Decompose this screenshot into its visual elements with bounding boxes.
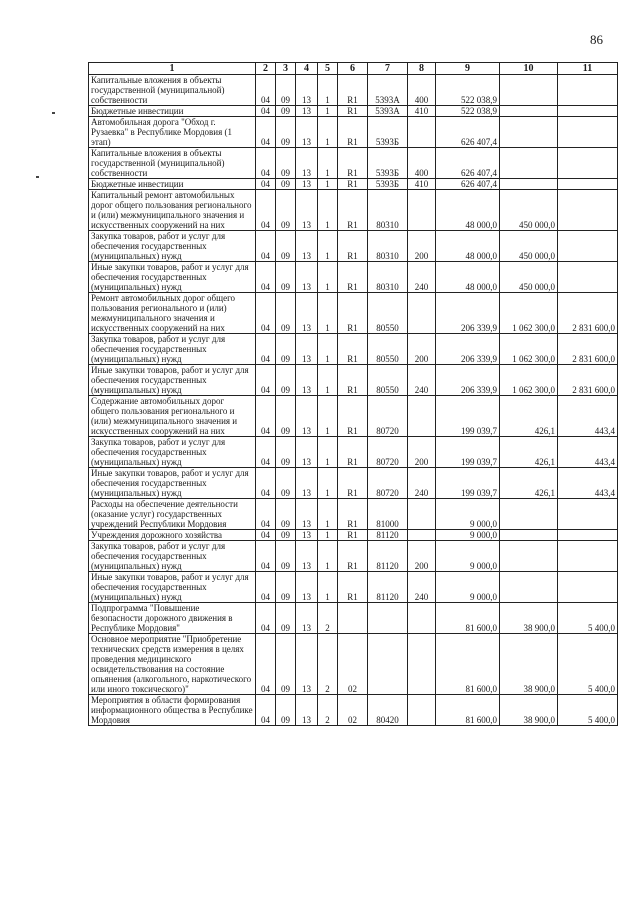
section-code-cell: 04 [256,572,276,603]
program-code-cell: 13 [296,365,318,396]
expense-type-code-cell: 200 [408,334,436,365]
section-code-cell: 04 [256,190,276,231]
amount-col10-cell [500,179,558,190]
main-activity-code-cell: R1 [338,148,368,179]
amount-col9-cell: 626 407,4 [436,179,500,190]
expense-type-code-cell [408,634,436,695]
amount-col9-cell: 9 000,0 [436,530,500,541]
expense-type-code-cell [408,117,436,148]
main-activity-code-cell [338,603,368,634]
expense-direction-code-cell: 80550 [368,334,408,365]
expense-direction-code-cell: 5393А [368,75,408,106]
amount-col9-cell: 48 000,0 [436,231,500,262]
amount-col9-cell: 9 000,0 [436,572,500,603]
program-code-cell: 13 [296,262,318,293]
program-code-cell: 13 [296,396,318,437]
column-header: 7 [368,63,408,75]
row-name-cell: Содержание автомобильных дорог общего пользования регионального и (или) межмуниципального значения и искусственных сооружений на них [89,396,256,437]
expense-direction-code-cell: 80310 [368,231,408,262]
column-header: 5 [318,63,338,75]
subsection-code-cell: 09 [276,231,296,262]
program-code-cell: 13 [296,75,318,106]
amount-col10-cell: 450 000,0 [500,231,558,262]
subsection-code-cell: 09 [276,437,296,468]
expense-type-code-cell: 400 [408,148,436,179]
expense-type-code-cell: 240 [408,365,436,396]
amount-col9-cell: 48 000,0 [436,262,500,293]
amount-col11-cell: 2 831 600,0 [558,365,618,396]
amount-col10-cell [500,541,558,572]
main-activity-code-cell: R1 [338,541,368,572]
subsection-code-cell: 09 [276,117,296,148]
table-row [89,530,618,541]
column-header: 1 [89,63,256,75]
subprogram-code-cell: 2 [318,695,338,726]
column-header: 3 [276,63,296,75]
row-name-cell: Основное мероприятие "Приобретение технических средств измерения в целях проведения медицинского освидетельствования на состояние опьянения (алкогольного, наркотического или иного токсического)" [89,634,256,695]
main-activity-code-cell: R1 [338,293,368,334]
expense-type-code-cell [408,190,436,231]
amount-col9-cell: 626 407,4 [436,148,500,179]
program-code-cell: 13 [296,334,318,365]
amount-col9-cell: 199 039,7 [436,437,500,468]
amount-col10-cell: 450 000,0 [500,190,558,231]
subprogram-code-cell: 2 [318,603,338,634]
main-activity-code-cell: R1 [338,106,368,117]
table-header-row [89,63,618,75]
section-code-cell: 04 [256,499,276,530]
row-name-cell: Ремонт автомобильных дорог общего пользования регионального и (или) межмуниципального значения и искусственных сооружений на них [89,293,256,334]
subprogram-code-cell: 1 [318,334,338,365]
main-activity-code-cell: R1 [338,468,368,499]
expense-direction-code-cell: 80550 [368,365,408,396]
program-code-cell: 13 [296,179,318,190]
amount-col11-cell: 443,4 [558,437,618,468]
program-code-cell: 13 [296,117,318,148]
row-name-cell: Учреждения дорожного хозяйства [89,530,256,541]
amount-col11-cell: 443,4 [558,396,618,437]
subsection-code-cell: 09 [276,634,296,695]
subsection-code-cell: 09 [276,468,296,499]
expense-type-code-cell: 410 [408,106,436,117]
amount-col11-cell [558,106,618,117]
amount-col10-cell [500,530,558,541]
main-activity-code-cell: R1 [338,396,368,437]
subsection-code-cell: 09 [276,106,296,117]
subprogram-code-cell: 1 [318,179,338,190]
amount-col9-cell: 199 039,7 [436,396,500,437]
amount-col11-cell [558,117,618,148]
main-activity-code-cell: R1 [338,179,368,190]
table-row [89,262,618,293]
expense-type-code-cell: 200 [408,231,436,262]
section-code-cell: 04 [256,437,276,468]
amount-col11-cell [558,179,618,190]
program-code-cell: 13 [296,541,318,572]
amount-col9-cell: 81 600,0 [436,695,500,726]
subprogram-code-cell: 1 [318,437,338,468]
subsection-code-cell: 09 [276,293,296,334]
table-row [89,499,618,530]
amount-col10-cell [500,75,558,106]
subsection-code-cell: 09 [276,396,296,437]
table-row [89,396,618,437]
expense-type-code-cell: 400 [408,75,436,106]
subsection-code-cell: 09 [276,365,296,396]
expense-direction-code-cell: 80720 [368,437,408,468]
amount-col11-cell: 5 400,0 [558,695,618,726]
main-activity-code-cell: R1 [338,437,368,468]
amount-col9-cell: 206 339,9 [436,334,500,365]
row-name-cell: Автомобильная дорога "Обход г. Рузаевка" в Республике Мордовия (1 этап) [89,117,256,148]
expense-direction-code-cell: 80310 [368,190,408,231]
section-code-cell: 04 [256,396,276,437]
section-code-cell: 04 [256,179,276,190]
section-code-cell: 04 [256,262,276,293]
amount-col11-cell [558,530,618,541]
subprogram-code-cell: 1 [318,262,338,293]
expense-type-code-cell [408,530,436,541]
table-row [89,179,618,190]
row-name-cell: Бюджетные инвестиции [89,179,256,190]
column-header: 9 [436,63,500,75]
amount-col9-cell: 522 038,9 [436,75,500,106]
table-row [89,468,618,499]
column-header: 4 [296,63,318,75]
expense-direction-code-cell: 5393Б [368,148,408,179]
table-row [89,572,618,603]
amount-col10-cell [500,148,558,179]
column-header: 6 [338,63,368,75]
scan-speck [52,112,55,114]
row-name-cell: Иные закупки товаров, работ и услуг для обеспечения государственных (муниципальных) нужд [89,365,256,396]
expense-type-code-cell [408,396,436,437]
program-code-cell: 13 [296,437,318,468]
row-name-cell: Капитальные вложения в объекты государственной (муниципальной) собственности [89,75,256,106]
amount-col10-cell: 38 900,0 [500,603,558,634]
section-code-cell: 04 [256,106,276,117]
table-row [89,634,618,695]
table-row [89,75,618,106]
section-code-cell: 04 [256,695,276,726]
amount-col11-cell: 2 831 600,0 [558,293,618,334]
amount-col9-cell: 9 000,0 [436,541,500,572]
row-name-cell: Мероприятия в области формирования информационного общества в Республике Мордовия [89,695,256,726]
section-code-cell: 04 [256,293,276,334]
row-name-cell: Бюджетные инвестиции [89,106,256,117]
amount-col11-cell: 5 400,0 [558,603,618,634]
expense-type-code-cell [408,499,436,530]
amount-col9-cell: 48 000,0 [436,190,500,231]
amount-col9-cell: 199 039,7 [436,468,500,499]
subsection-code-cell: 09 [276,75,296,106]
expense-type-code-cell: 200 [408,541,436,572]
expense-direction-code-cell: 80420 [368,695,408,726]
budget-table [88,62,618,726]
amount-col9-cell: 522 038,9 [436,106,500,117]
table-row [89,293,618,334]
amount-col11-cell [558,499,618,530]
section-code-cell: 04 [256,117,276,148]
subprogram-code-cell: 1 [318,541,338,572]
subsection-code-cell: 09 [276,530,296,541]
expense-direction-code-cell: 80310 [368,262,408,293]
row-name-cell: Расходы на обеспечение деятельности (оказание услуг) государственных учреждений Республики Мордовия [89,499,256,530]
amount-col11-cell [558,190,618,231]
program-code-cell: 13 [296,148,318,179]
expense-type-code-cell [408,695,436,726]
amount-col9-cell: 626 407,4 [436,117,500,148]
section-code-cell: 04 [256,231,276,262]
expense-type-code-cell: 240 [408,262,436,293]
amount-col11-cell [558,262,618,293]
amount-col11-cell: 2 831 600,0 [558,334,618,365]
row-name-cell: Иные закупки товаров, работ и услуг для обеспечения государственных (муниципальных) нужд [89,262,256,293]
subsection-code-cell: 09 [276,499,296,530]
column-header: 11 [558,63,618,75]
amount-col11-cell: 5 400,0 [558,634,618,695]
main-activity-code-cell: R1 [338,231,368,262]
main-activity-code-cell: 02 [338,695,368,726]
amount-col10-cell: 1 062 300,0 [500,293,558,334]
expense-type-code-cell: 240 [408,468,436,499]
subprogram-code-cell: 1 [318,365,338,396]
table-row [89,695,618,726]
table-row [89,190,618,231]
table-row [89,231,618,262]
subsection-code-cell: 09 [276,572,296,603]
expense-direction-code-cell: 80720 [368,468,408,499]
subprogram-code-cell: 1 [318,530,338,541]
section-code-cell: 04 [256,334,276,365]
program-code-cell: 13 [296,293,318,334]
amount-col9-cell: 81 600,0 [436,603,500,634]
expense-direction-code-cell [368,603,408,634]
row-name-cell: Иные закупки товаров, работ и услуг для обеспечения государственных (муниципальных) нужд [89,572,256,603]
amount-col10-cell: 450 000,0 [500,262,558,293]
expense-direction-code-cell: 5393Б [368,117,408,148]
expense-direction-code-cell: 80720 [368,396,408,437]
table-row [89,148,618,179]
row-name-cell: Закупка товаров, работ и услуг для обеспечения государственных (муниципальных) нужд [89,334,256,365]
main-activity-code-cell: R1 [338,572,368,603]
amount-col11-cell: 443,4 [558,468,618,499]
subsection-code-cell: 09 [276,334,296,365]
table-row [89,541,618,572]
amount-col11-cell [558,231,618,262]
program-code-cell: 13 [296,190,318,231]
section-code-cell: 04 [256,530,276,541]
expense-direction-code-cell: 5393А [368,106,408,117]
section-code-cell: 04 [256,75,276,106]
subprogram-code-cell: 1 [318,106,338,117]
amount-col10-cell: 426,1 [500,437,558,468]
expense-direction-code-cell: 81120 [368,530,408,541]
expense-direction-code-cell: 81120 [368,572,408,603]
row-name-cell: Капитальные вложения в объекты государственной (муниципальной) собственности [89,148,256,179]
expense-type-code-cell: 240 [408,572,436,603]
amount-col11-cell [558,541,618,572]
amount-col10-cell [500,106,558,117]
amount-col10-cell: 38 900,0 [500,695,558,726]
amount-col11-cell [558,75,618,106]
subprogram-code-cell: 1 [318,396,338,437]
subsection-code-cell: 09 [276,541,296,572]
subprogram-code-cell: 1 [318,148,338,179]
row-name-cell: Закупка товаров, работ и услуг для обеспечения государственных (муниципальных) нужд [89,231,256,262]
subprogram-code-cell: 1 [318,293,338,334]
subsection-code-cell: 09 [276,603,296,634]
expense-type-code-cell: 410 [408,179,436,190]
section-code-cell: 04 [256,148,276,179]
main-activity-code-cell: R1 [338,117,368,148]
expense-direction-code-cell: 80550 [368,293,408,334]
amount-col9-cell: 206 339,9 [436,293,500,334]
subsection-code-cell: 09 [276,695,296,726]
main-activity-code-cell: R1 [338,190,368,231]
page-number: 86 [590,32,603,47]
subprogram-code-cell: 1 [318,117,338,148]
table-row [89,437,618,468]
subprogram-code-cell: 2 [318,634,338,695]
amount-col11-cell [558,572,618,603]
column-header: 10 [500,63,558,75]
section-code-cell: 04 [256,365,276,396]
program-code-cell: 13 [296,499,318,530]
subprogram-code-cell: 1 [318,499,338,530]
subsection-code-cell: 09 [276,190,296,231]
program-code-cell: 13 [296,695,318,726]
program-code-cell: 13 [296,530,318,541]
program-code-cell: 13 [296,572,318,603]
table-row [89,334,618,365]
expense-type-code-cell [408,293,436,334]
scan-speck [36,176,39,178]
column-header: 8 [408,63,436,75]
section-code-cell: 04 [256,541,276,572]
subprogram-code-cell: 1 [318,468,338,499]
expense-type-code-cell: 200 [408,437,436,468]
amount-col10-cell: 1 062 300,0 [500,365,558,396]
table-row [89,106,618,117]
amount-col10-cell: 38 900,0 [500,634,558,695]
subprogram-code-cell: 1 [318,190,338,231]
main-activity-code-cell: R1 [338,334,368,365]
expense-direction-code-cell: 81120 [368,541,408,572]
subsection-code-cell: 09 [276,148,296,179]
amount-col10-cell: 426,1 [500,468,558,499]
amount-col10-cell [500,499,558,530]
main-activity-code-cell: 02 [338,634,368,695]
subsection-code-cell: 09 [276,179,296,190]
amount-col9-cell: 9 000,0 [436,499,500,530]
row-name-cell: Закупка товаров, работ и услуг для обеспечения государственных (муниципальных) нужд [89,437,256,468]
table-row [89,117,618,148]
table-row [89,603,618,634]
amount-col10-cell [500,117,558,148]
amount-col9-cell: 81 600,0 [436,634,500,695]
subsection-code-cell: 09 [276,262,296,293]
subprogram-code-cell: 1 [318,231,338,262]
program-code-cell: 13 [296,231,318,262]
amount-col10-cell: 426,1 [500,396,558,437]
section-code-cell: 04 [256,603,276,634]
main-activity-code-cell: R1 [338,262,368,293]
main-activity-code-cell: R1 [338,365,368,396]
row-name-cell: Закупка товаров, работ и услуг для обеспечения государственных (муниципальных) нужд [89,541,256,572]
subprogram-code-cell: 1 [318,75,338,106]
row-name-cell: Иные закупки товаров, работ и услуг для обеспечения государственных (муниципальных) нужд [89,468,256,499]
expense-direction-code-cell: 5393Б [368,179,408,190]
expense-direction-code-cell [368,634,408,695]
section-code-cell: 04 [256,468,276,499]
expense-type-code-cell [408,603,436,634]
program-code-cell: 13 [296,468,318,499]
amount-col10-cell: 1 062 300,0 [500,334,558,365]
section-code-cell: 04 [256,634,276,695]
amount-col9-cell: 206 339,9 [436,365,500,396]
amount-col10-cell [500,572,558,603]
table-row [89,365,618,396]
program-code-cell: 13 [296,634,318,695]
main-activity-code-cell: R1 [338,530,368,541]
column-header: 2 [256,63,276,75]
row-name-cell: Капитальный ремонт автомобильных дорог общего пользования регионального и (или) межмуниципального значения и искусственных сооружений на них [89,190,256,231]
main-activity-code-cell: R1 [338,75,368,106]
program-code-cell: 13 [296,603,318,634]
amount-col11-cell [558,148,618,179]
subprogram-code-cell: 1 [318,572,338,603]
main-activity-code-cell: R1 [338,499,368,530]
program-code-cell: 13 [296,106,318,117]
expense-direction-code-cell: 81000 [368,499,408,530]
row-name-cell: Подпрограмма "Повышение безопасности дорожного движения в Республике Мордовия" [89,603,256,634]
